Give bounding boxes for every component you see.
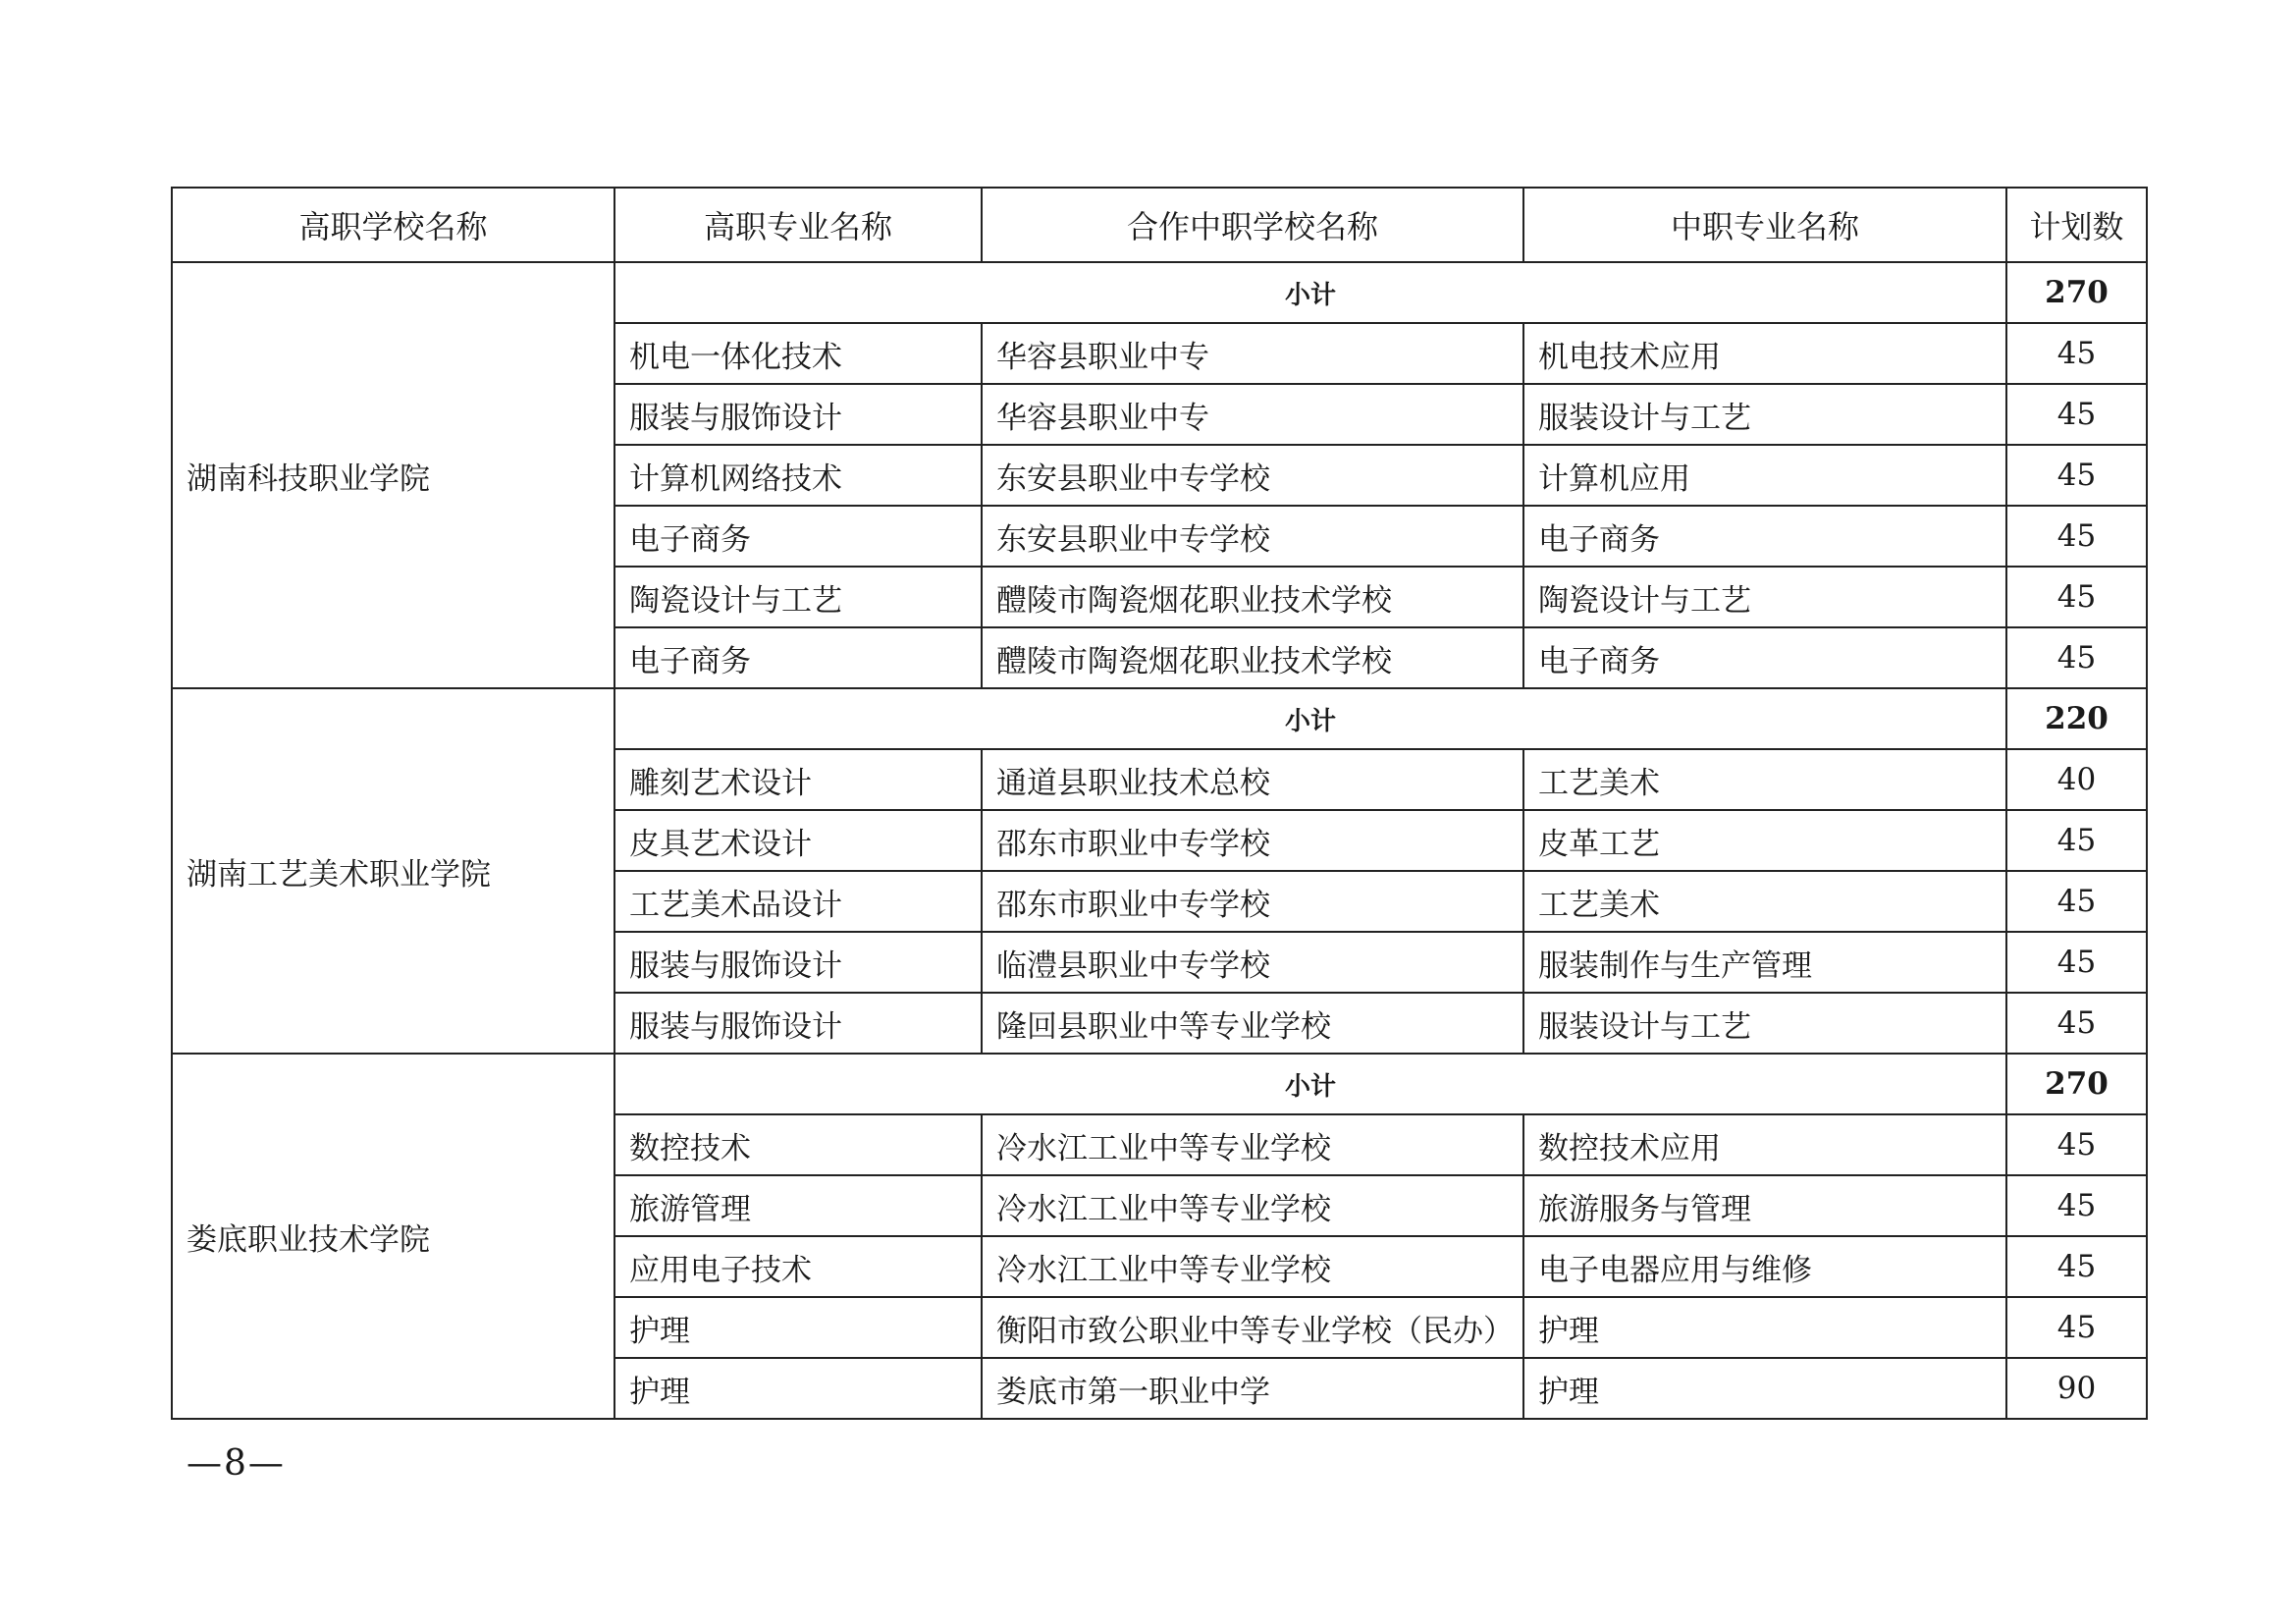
college-major: 服装与服饰设计: [614, 932, 982, 993]
plan-count: 45: [2006, 567, 2147, 627]
plan-count: 45: [2006, 810, 2147, 871]
subtotal-value: 220: [2006, 688, 2147, 749]
college-major: 计算机网络技术: [614, 445, 982, 506]
college-major: 电子商务: [614, 506, 982, 567]
secondary-major: 计算机应用: [1523, 445, 2006, 506]
header-row: [172, 188, 2147, 262]
partner-secondary-school: 华容县职业中专: [982, 384, 1523, 445]
vocational-college-name: 湖南工艺美术职业学院: [172, 688, 614, 1054]
college-major: 服装与服饰设计: [614, 384, 982, 445]
secondary-major: 工艺美术: [1523, 749, 2006, 810]
college-major: 旅游管理: [614, 1175, 982, 1236]
partner-secondary-school: 邵东市职业中专学校: [982, 871, 1523, 932]
secondary-major: 护理: [1523, 1297, 2006, 1358]
subtotal-label: 小计: [614, 1054, 2006, 1114]
plan-count: 45: [2006, 384, 2147, 445]
subtotal-row: [172, 262, 2147, 323]
partner-secondary-school: 醴陵市陶瓷烟花职业技术学校: [982, 567, 1523, 627]
plan-count: 45: [2006, 445, 2147, 506]
plan-count: 45: [2006, 1236, 2147, 1297]
secondary-major: 电子电器应用与维修: [1523, 1236, 2006, 1297]
plan-count: 45: [2006, 993, 2147, 1054]
plan-count: 45: [2006, 1114, 2147, 1175]
plan-count: 45: [2006, 506, 2147, 567]
secondary-major: 电子商务: [1523, 506, 2006, 567]
partner-secondary-school: 冷水江工业中等专业学校: [982, 1236, 1523, 1297]
secondary-major: 陶瓷设计与工艺: [1523, 567, 2006, 627]
header-secondary-major: 中职专业名称: [1523, 188, 2006, 262]
header-partner-secondary-school: 合作中职学校名称: [982, 188, 1523, 262]
college-major: 护理: [614, 1358, 982, 1419]
partner-secondary-school: 冷水江工业中等专业学校: [982, 1175, 1523, 1236]
college-major: 应用电子技术: [614, 1236, 982, 1297]
partner-secondary-school: 隆回县职业中等专业学校: [982, 993, 1523, 1054]
college-major: 服装与服饰设计: [614, 993, 982, 1054]
subtotal-value: 270: [2006, 1054, 2147, 1114]
plan-count: 45: [2006, 323, 2147, 384]
header-college-major: 高职专业名称: [614, 188, 982, 262]
plan-count: 45: [2006, 932, 2147, 993]
partner-secondary-school: 冷水江工业中等专业学校: [982, 1114, 1523, 1175]
college-major: 陶瓷设计与工艺: [614, 567, 982, 627]
plan-count: 45: [2006, 627, 2147, 688]
enrollment-plan-table-wrapper: [171, 187, 2146, 1420]
plan-count: 90: [2006, 1358, 2147, 1419]
subtotal-label: 小计: [614, 688, 2006, 749]
secondary-major: 电子商务: [1523, 627, 2006, 688]
page-number: —8—: [187, 1443, 286, 1484]
plan-count: 40: [2006, 749, 2147, 810]
subtotal-label: 小计: [614, 262, 2006, 323]
college-major: 雕刻艺术设计: [614, 749, 982, 810]
college-major: 工艺美术品设计: [614, 871, 982, 932]
table-body: [172, 262, 2147, 1419]
header-vocational-college: 高职学校名称: [172, 188, 614, 262]
subtotal-row: [172, 688, 2147, 749]
partner-secondary-school: 临澧县职业中专学校: [982, 932, 1523, 993]
college-major: 电子商务: [614, 627, 982, 688]
secondary-major: 工艺美术: [1523, 871, 2006, 932]
partner-secondary-school: 华容县职业中专: [982, 323, 1523, 384]
plan-count: 45: [2006, 1175, 2147, 1236]
partner-secondary-school: 娄底市第一职业中学: [982, 1358, 1523, 1419]
secondary-major: 服装制作与生产管理: [1523, 932, 2006, 993]
secondary-major: 护理: [1523, 1358, 2006, 1419]
vocational-college-name: 娄底职业技术学院: [172, 1054, 614, 1419]
college-major: 护理: [614, 1297, 982, 1358]
college-major: 皮具艺术设计: [614, 810, 982, 871]
partner-secondary-school: 东安县职业中专学校: [982, 445, 1523, 506]
plan-count: 45: [2006, 871, 2147, 932]
header-plan-count: 计划数: [2006, 188, 2147, 262]
college-major: 机电一体化技术: [614, 323, 982, 384]
secondary-major: 服装设计与工艺: [1523, 993, 2006, 1054]
secondary-major: 机电技术应用: [1523, 323, 2006, 384]
secondary-major: 皮革工艺: [1523, 810, 2006, 871]
partner-secondary-school: 衡阳市致公职业中等专业学校（民办）: [982, 1297, 1523, 1358]
subtotal-row: [172, 1054, 2147, 1114]
college-major: 数控技术: [614, 1114, 982, 1175]
secondary-major: 数控技术应用: [1523, 1114, 2006, 1175]
plan-count: 45: [2006, 1297, 2147, 1358]
secondary-major: 服装设计与工艺: [1523, 384, 2006, 445]
partner-secondary-school: 醴陵市陶瓷烟花职业技术学校: [982, 627, 1523, 688]
secondary-major: 旅游服务与管理: [1523, 1175, 2006, 1236]
partner-secondary-school: 邵东市职业中专学校: [982, 810, 1523, 871]
table-header: [172, 188, 2147, 262]
partner-secondary-school: 通道县职业技术总校: [982, 749, 1523, 810]
enrollment-plan-table: [171, 187, 2148, 1420]
partner-secondary-school: 东安县职业中专学校: [982, 506, 1523, 567]
subtotal-value: 270: [2006, 262, 2147, 323]
vocational-college-name: 湖南科技职业学院: [172, 262, 614, 688]
